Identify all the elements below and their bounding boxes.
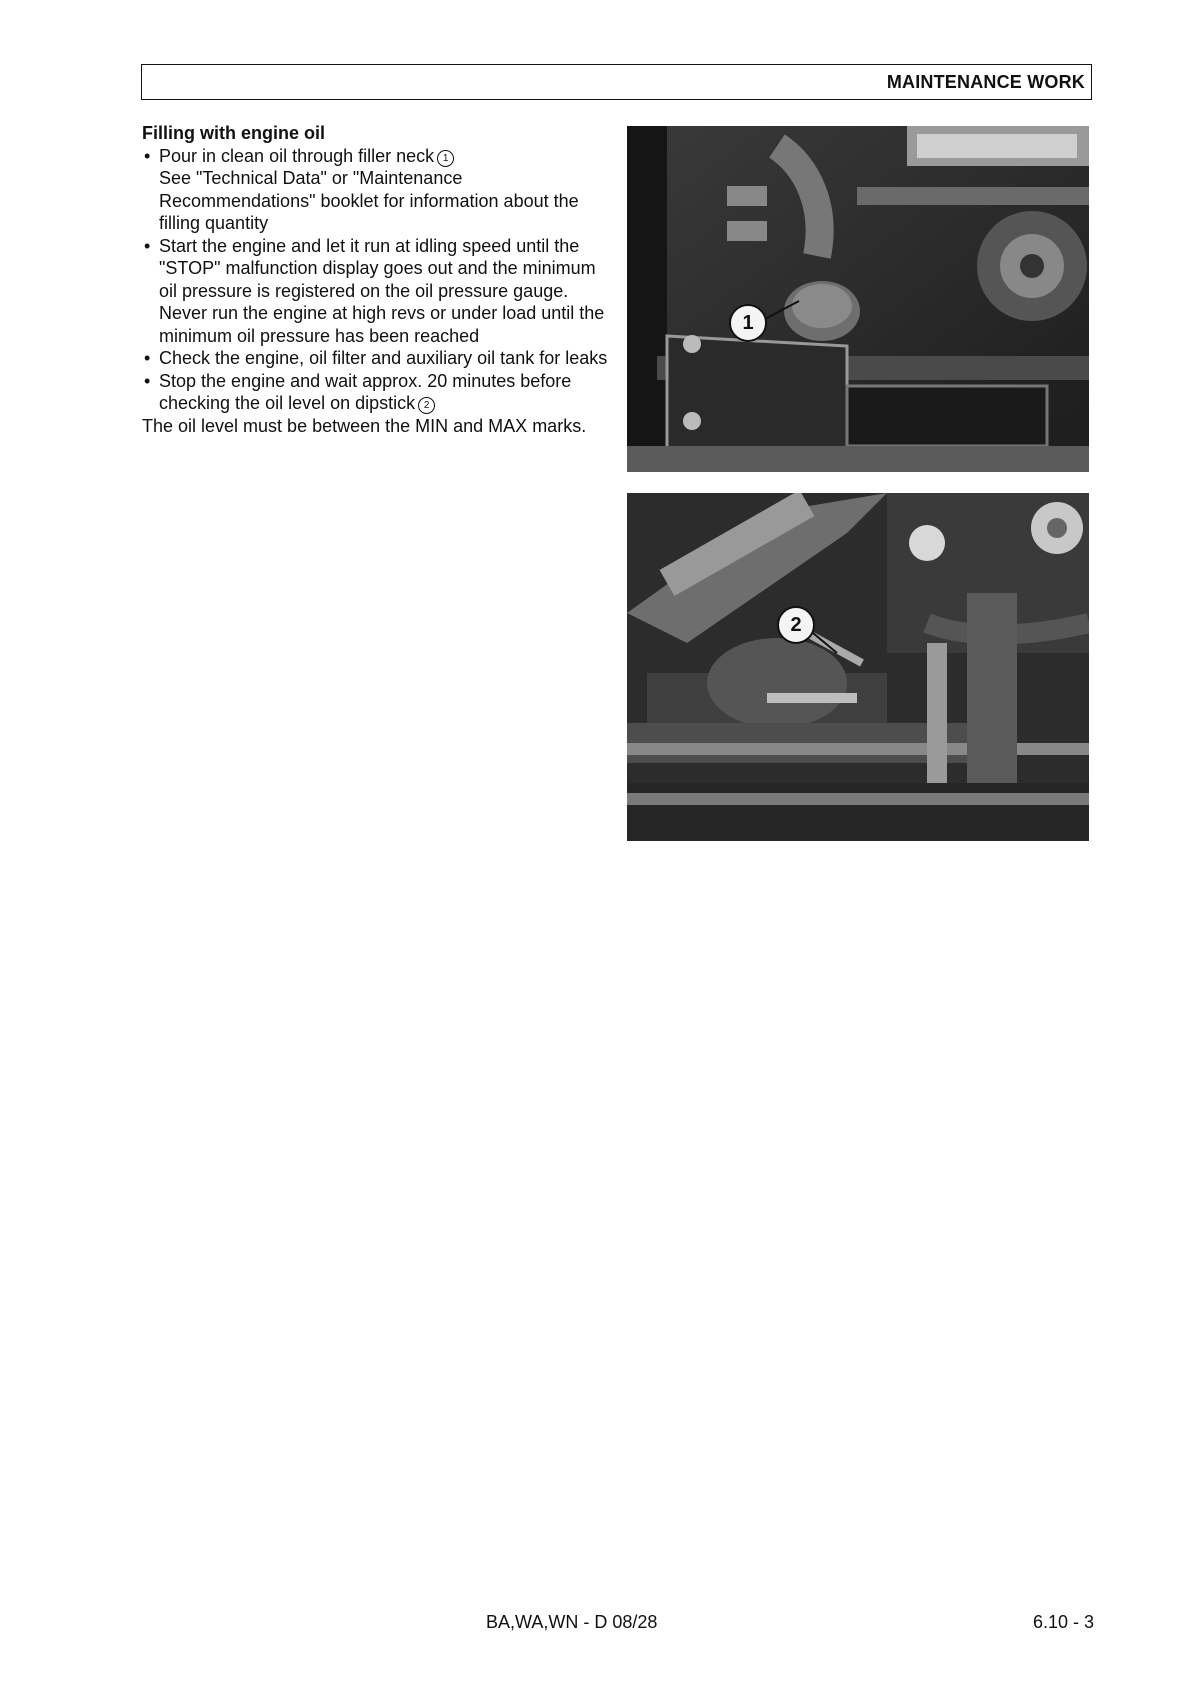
circled-number-icon: 2	[418, 397, 435, 414]
step-text: Start the engine and let it run at idling speed until the "STOP" malfunction display goes out and the minimum oil pressure is registered on the oil pressure gauge. Never run the engine at high revs or under load until the minimum oil pressure has been reached	[159, 235, 605, 346]
closing-note: The oil level must be between the MIN and MAX marks.	[142, 415, 587, 436]
step-item	[142, 347, 612, 370]
bullet-icon: •	[144, 235, 151, 256]
bullet-icon: •	[144, 145, 151, 166]
step-text: Stop the engine and wait approx. 20 minutes before checking the oil level on dipstick	[159, 370, 572, 413]
bullet-icon: •	[144, 370, 151, 391]
page-number: 6.10 - 3	[1032, 1612, 1094, 1632]
step-note: See "Technical Data" or "Maintenance Recommendations" booklet for information about the filling quantity	[159, 168, 579, 233]
engine-photo-illustration	[627, 493, 1089, 841]
step-item	[142, 145, 612, 235]
step-item	[142, 235, 612, 348]
engine-photo-illustration	[627, 126, 1089, 472]
document-code: BA,WA,WN - D 08/28	[486, 1612, 658, 1632]
instructions-column	[142, 122, 612, 437]
header-title: MAINTENANCE WORK	[886, 72, 1085, 92]
engine-photo-filler-neck	[627, 126, 1089, 472]
callout-marker: 1	[729, 304, 767, 342]
steps-list	[142, 145, 612, 415]
step-text: Check the engine, oil filter and auxiliary oil tank for leaks	[159, 348, 608, 368]
circled-number-icon: 1	[437, 150, 454, 167]
bullet-icon: •	[144, 348, 151, 368]
engine-photo-dipstick	[627, 493, 1089, 841]
step-item	[142, 370, 612, 415]
step-text: Pour in clean oil through filler neck	[159, 145, 435, 166]
section-title: Filling with engine oil	[142, 123, 325, 143]
page-header	[141, 64, 1092, 100]
callout-marker: 2	[777, 606, 815, 644]
